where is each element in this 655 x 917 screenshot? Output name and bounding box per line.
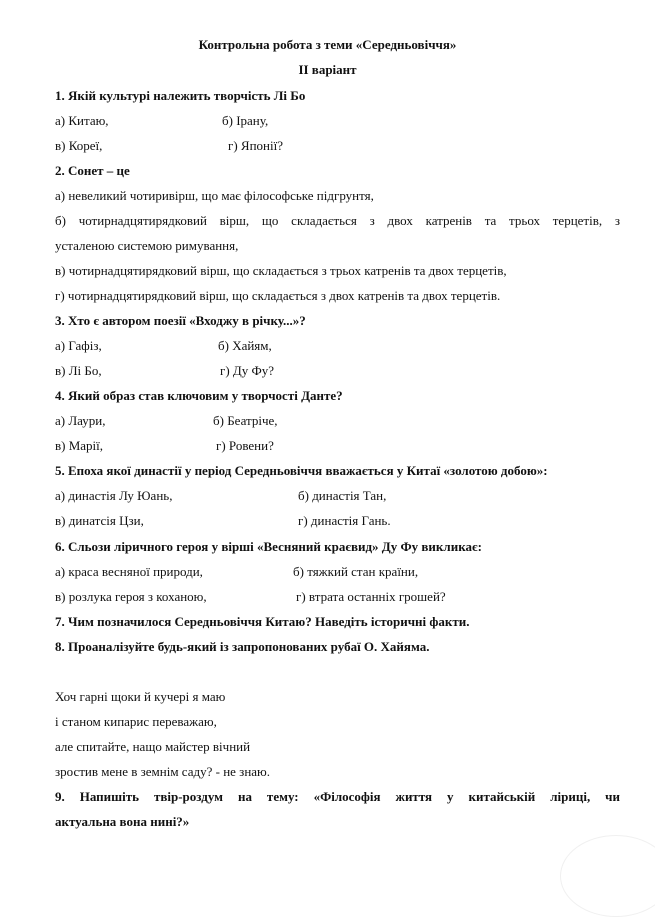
document-title: Контрольна робота з теми «Середньовіччя»	[198, 37, 457, 52]
q6-option-d: г) втрата останніх грошей?	[296, 589, 446, 604]
question-7: 7. Чим позначилося Середньовіччя Китаю? Наведіть історичні факти.	[55, 614, 470, 629]
q6-option-a: а) краса весняної природи,	[55, 564, 203, 579]
q1-option-c: в) Кореї,	[55, 138, 103, 153]
poem-line-4: зростив мене в земнім саду? - не знаю.	[55, 764, 271, 779]
question-9-line-1: 9. Напишіть твір-роздум на тему: «Філософія життя у китайській ліриці, чи	[55, 789, 620, 804]
question-9-line-2: актуальна вона нині?»	[55, 814, 190, 829]
q2-option-c: в) чотирнадцятирядковий вірш, що складається з трьох катренів та двох терцетів,	[55, 263, 507, 278]
poem-line-2: і станом кипарис переважаю,	[55, 714, 217, 729]
question-1: 1. Якій культурі належить творчість Лі Бо	[55, 88, 306, 103]
faint-watermark-circle	[560, 835, 655, 917]
q2-option-d: г) чотирнадцятирядковий вірш, що складається з двох катренів та двох терцетів.	[55, 288, 501, 303]
q4-option-a: а) Лаури,	[55, 413, 106, 428]
q3-option-a: а) Гафіз,	[55, 338, 102, 353]
q2-option-a: а) невеликий чотиривірш, що має філософське підгрунтя,	[55, 188, 374, 203]
question-6: 6. Сльози ліричного героя у вірші «Весняний краєвид» Ду Фу викликає:	[55, 539, 482, 554]
q4-option-b: б) Беатріче,	[213, 413, 278, 428]
q4-option-d: г) Ровени?	[216, 438, 274, 453]
q6-option-c: в) розлука героя з коханою,	[55, 589, 207, 604]
q3-option-c: в) Лі Бо,	[55, 363, 102, 378]
q5-option-d: г) династія Гань.	[298, 513, 391, 528]
q1-option-d: г) Японії?	[228, 138, 283, 153]
q2-option-b: б) чотирнадцятирядковий вірш, що складається з двох катренів та трьох терцетів, з	[55, 213, 620, 228]
q1-option-b: б) Ірану,	[222, 113, 269, 128]
q2-option-b-continued: усталеною системою римування,	[55, 238, 239, 253]
q3-option-b: б) Хайям,	[218, 338, 272, 353]
question-5: 5. Епоха якої династії у період Середньовіччя вважається у Китаї «золотою добою»:	[55, 463, 548, 478]
question-4: 4. Який образ став ключовим у творчості Данте?	[55, 388, 343, 403]
poem-line-3: але спитайте, нащо майстер вічний	[55, 739, 251, 754]
question-3: 3. Хто є автором поезії «Входжу в річку...»?	[55, 313, 306, 328]
poem-line-1: Хоч гарні щоки й кучері я маю	[55, 689, 226, 704]
q6-option-b: б) тяжкий стан країни,	[293, 564, 419, 579]
question-8: 8. Проаналізуйте будь-який із запропонованих рубаї О. Хайяма.	[55, 639, 430, 654]
q4-option-c: в) Марії,	[55, 438, 104, 453]
q5-option-c: в) динатсія Цзи,	[55, 513, 144, 528]
q1-option-a: а) Китаю,	[55, 113, 109, 128]
q5-option-a: а) династія Лу Юань,	[55, 488, 173, 503]
question-2: 2. Сонет – це	[55, 163, 130, 178]
variant-label: ІІ варіант	[298, 62, 357, 77]
q5-option-b: б) династія Тан,	[298, 488, 387, 503]
q3-option-d: г) Ду Фу?	[220, 363, 275, 378]
